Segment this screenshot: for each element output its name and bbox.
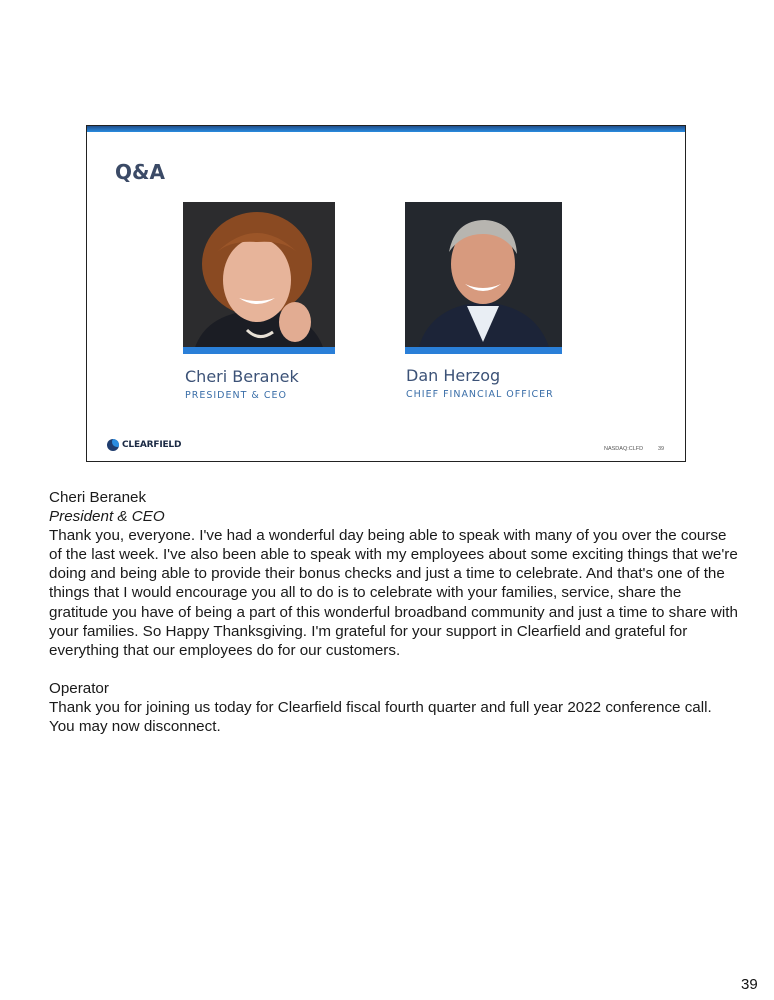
person-name-2: Dan Herzog	[406, 366, 501, 385]
slide-ticker: NASDAQ:CLFD	[604, 446, 644, 452]
photo-accent-bar	[183, 347, 335, 354]
page-number: 39	[741, 976, 758, 993]
operator-name: Operator	[49, 679, 109, 697]
speaker-name: Cheri Beranek	[49, 489, 147, 506]
person-name-1: Cheri Beranek	[185, 367, 299, 386]
photo-cheri-beranek	[183, 202, 335, 354]
clearfield-logo-icon	[107, 439, 119, 451]
logo-text: CLEARFIELD	[122, 440, 182, 450]
clearfield-logo	[107, 439, 181, 451]
presentation-slide	[86, 125, 686, 462]
photo-accent-bar	[405, 347, 562, 354]
person-role-1: PRESIDENT & CEO	[185, 390, 287, 401]
operator-remarks: Thank you for joining us today for Clearfield fiscal fourth quarter and full year 2022 conference call. You may now disconnect.	[49, 698, 712, 736]
slide-title: Q&A	[115, 160, 165, 184]
person-role-2: CHIEF FINANCIAL OFFICER	[406, 389, 554, 400]
speaker-title: President & CEO	[49, 508, 165, 526]
slide-number: 39	[658, 446, 665, 452]
photo-dan-herzog	[405, 202, 562, 354]
transcript	[49, 488, 739, 736]
slide-header-bar	[87, 126, 685, 132]
speaker-remarks: Thank you, everyone. I've had a wonderful day being able to speak with many of you over the course of the last week. I've also been able to speak with my employees about some exciting things that we're doing and being able to provide their bonus checks and just a time to celebrate. And that's one of the things that I would encourage you all to do is to celebrate with your families, service, share the gratitude you have of being a part of this wonderful broadband community and just a time to share with your families. So Happy Thanksgiving. I'm grateful for your support in Clearfield and grateful for everything that our employees do for our customers.	[49, 527, 738, 659]
